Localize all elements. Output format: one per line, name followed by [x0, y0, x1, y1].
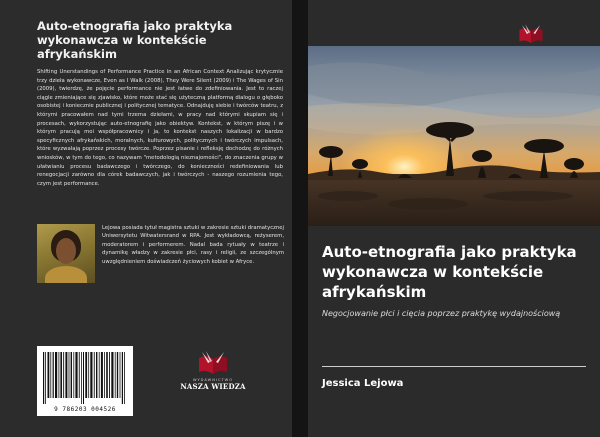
divider: [322, 366, 586, 367]
book-spine: [292, 0, 308, 437]
publisher-logo-back: [178, 350, 248, 391]
open-book-logo-icon: [517, 23, 545, 45]
back-cover-title: Auto-etnografia jako praktyka wykonawcza w kontekście afrykańskim: [37, 19, 233, 61]
front-cover-title: Auto-etnografia jako praktyka wykonawcza w kontekście afrykańskim: [322, 243, 577, 301]
author-photo: [37, 224, 95, 283]
publisher-label: WYDAWNICTWO: [192, 378, 234, 382]
author-name: Jessica Lejowa: [322, 378, 404, 389]
barcode: [37, 346, 133, 416]
barcode-number: 9 786203 004526: [54, 406, 116, 413]
front-cover-subtitle: Negocjowanie płci i cięcia poprzez praktykę wydajnościową: [322, 309, 561, 318]
cover-photo-savanna-sunset: [308, 46, 600, 226]
back-cover: [0, 0, 292, 437]
publisher-name: NASZA WIEDZA: [180, 382, 246, 391]
barcode-icon: [43, 352, 127, 404]
author-bio: Lejowa posiada tytuł magistra sztuki w zakresie sztuki dramatycznej Uniwersytetu Witwatersrand w RPA. Jest wykładowcą, reżyserem, moderatorem i performerem. Nadal bada rytuały w teatrze i dynamikę władzy w zakresie płci, rasy i religii, ze szczególnym uwzględnieniem doświadczeń życiowych kobiet w Afryce.: [102, 225, 284, 265]
back-cover-blurb: Shifting Unerstandings of Performance Practice in an African Context Analizując krytycznie trzy dzieła wykonawcze, Even as I Walk (2008), They Were Silent (2009) i The Wages of Sin (2009), twierdzę, że pojęcie performance nie jest łatwe do zdefiniowania. Jest to raczej ciągle zmieniające się zjawisko, które może stać się użyteczną platformą dialogu o głęboko osobistej i koniecznie publicznej i politycznej tematyce. Odnajduję siebie i twórców teatru, z którymi pracowałem nad tymi trzema dziełami, w pracy nad którymi skupiam się i procesach, wykorzystując auto-etnografię jako obiektyw. Kontekst, w którym piszę i w którym pracują moi współpracownicy i ja, to kontekst naszych lokalizacji w bardzo specyficznych afrykańskich, moralnych, kulturowych, politycznych i twórczych impulsach, które wyzwalają poprzez procesy twórcze. Poprzez pisanie i refleksję dochodzę do różnych wniosków, w tym do tego, co nazywam "metodologią nieznajomości", do znaczenia grupy w ułatwianiu procesu badawczego i twórczego, do konieczności redefiniowania lub renegocjacji zarówno dla córek badawczych, jak i twórczych - naszego rozumienia tego, czym jest performance.: [37, 69, 283, 187]
front-cover: [308, 0, 600, 437]
open-book-logo-icon: [196, 350, 230, 376]
